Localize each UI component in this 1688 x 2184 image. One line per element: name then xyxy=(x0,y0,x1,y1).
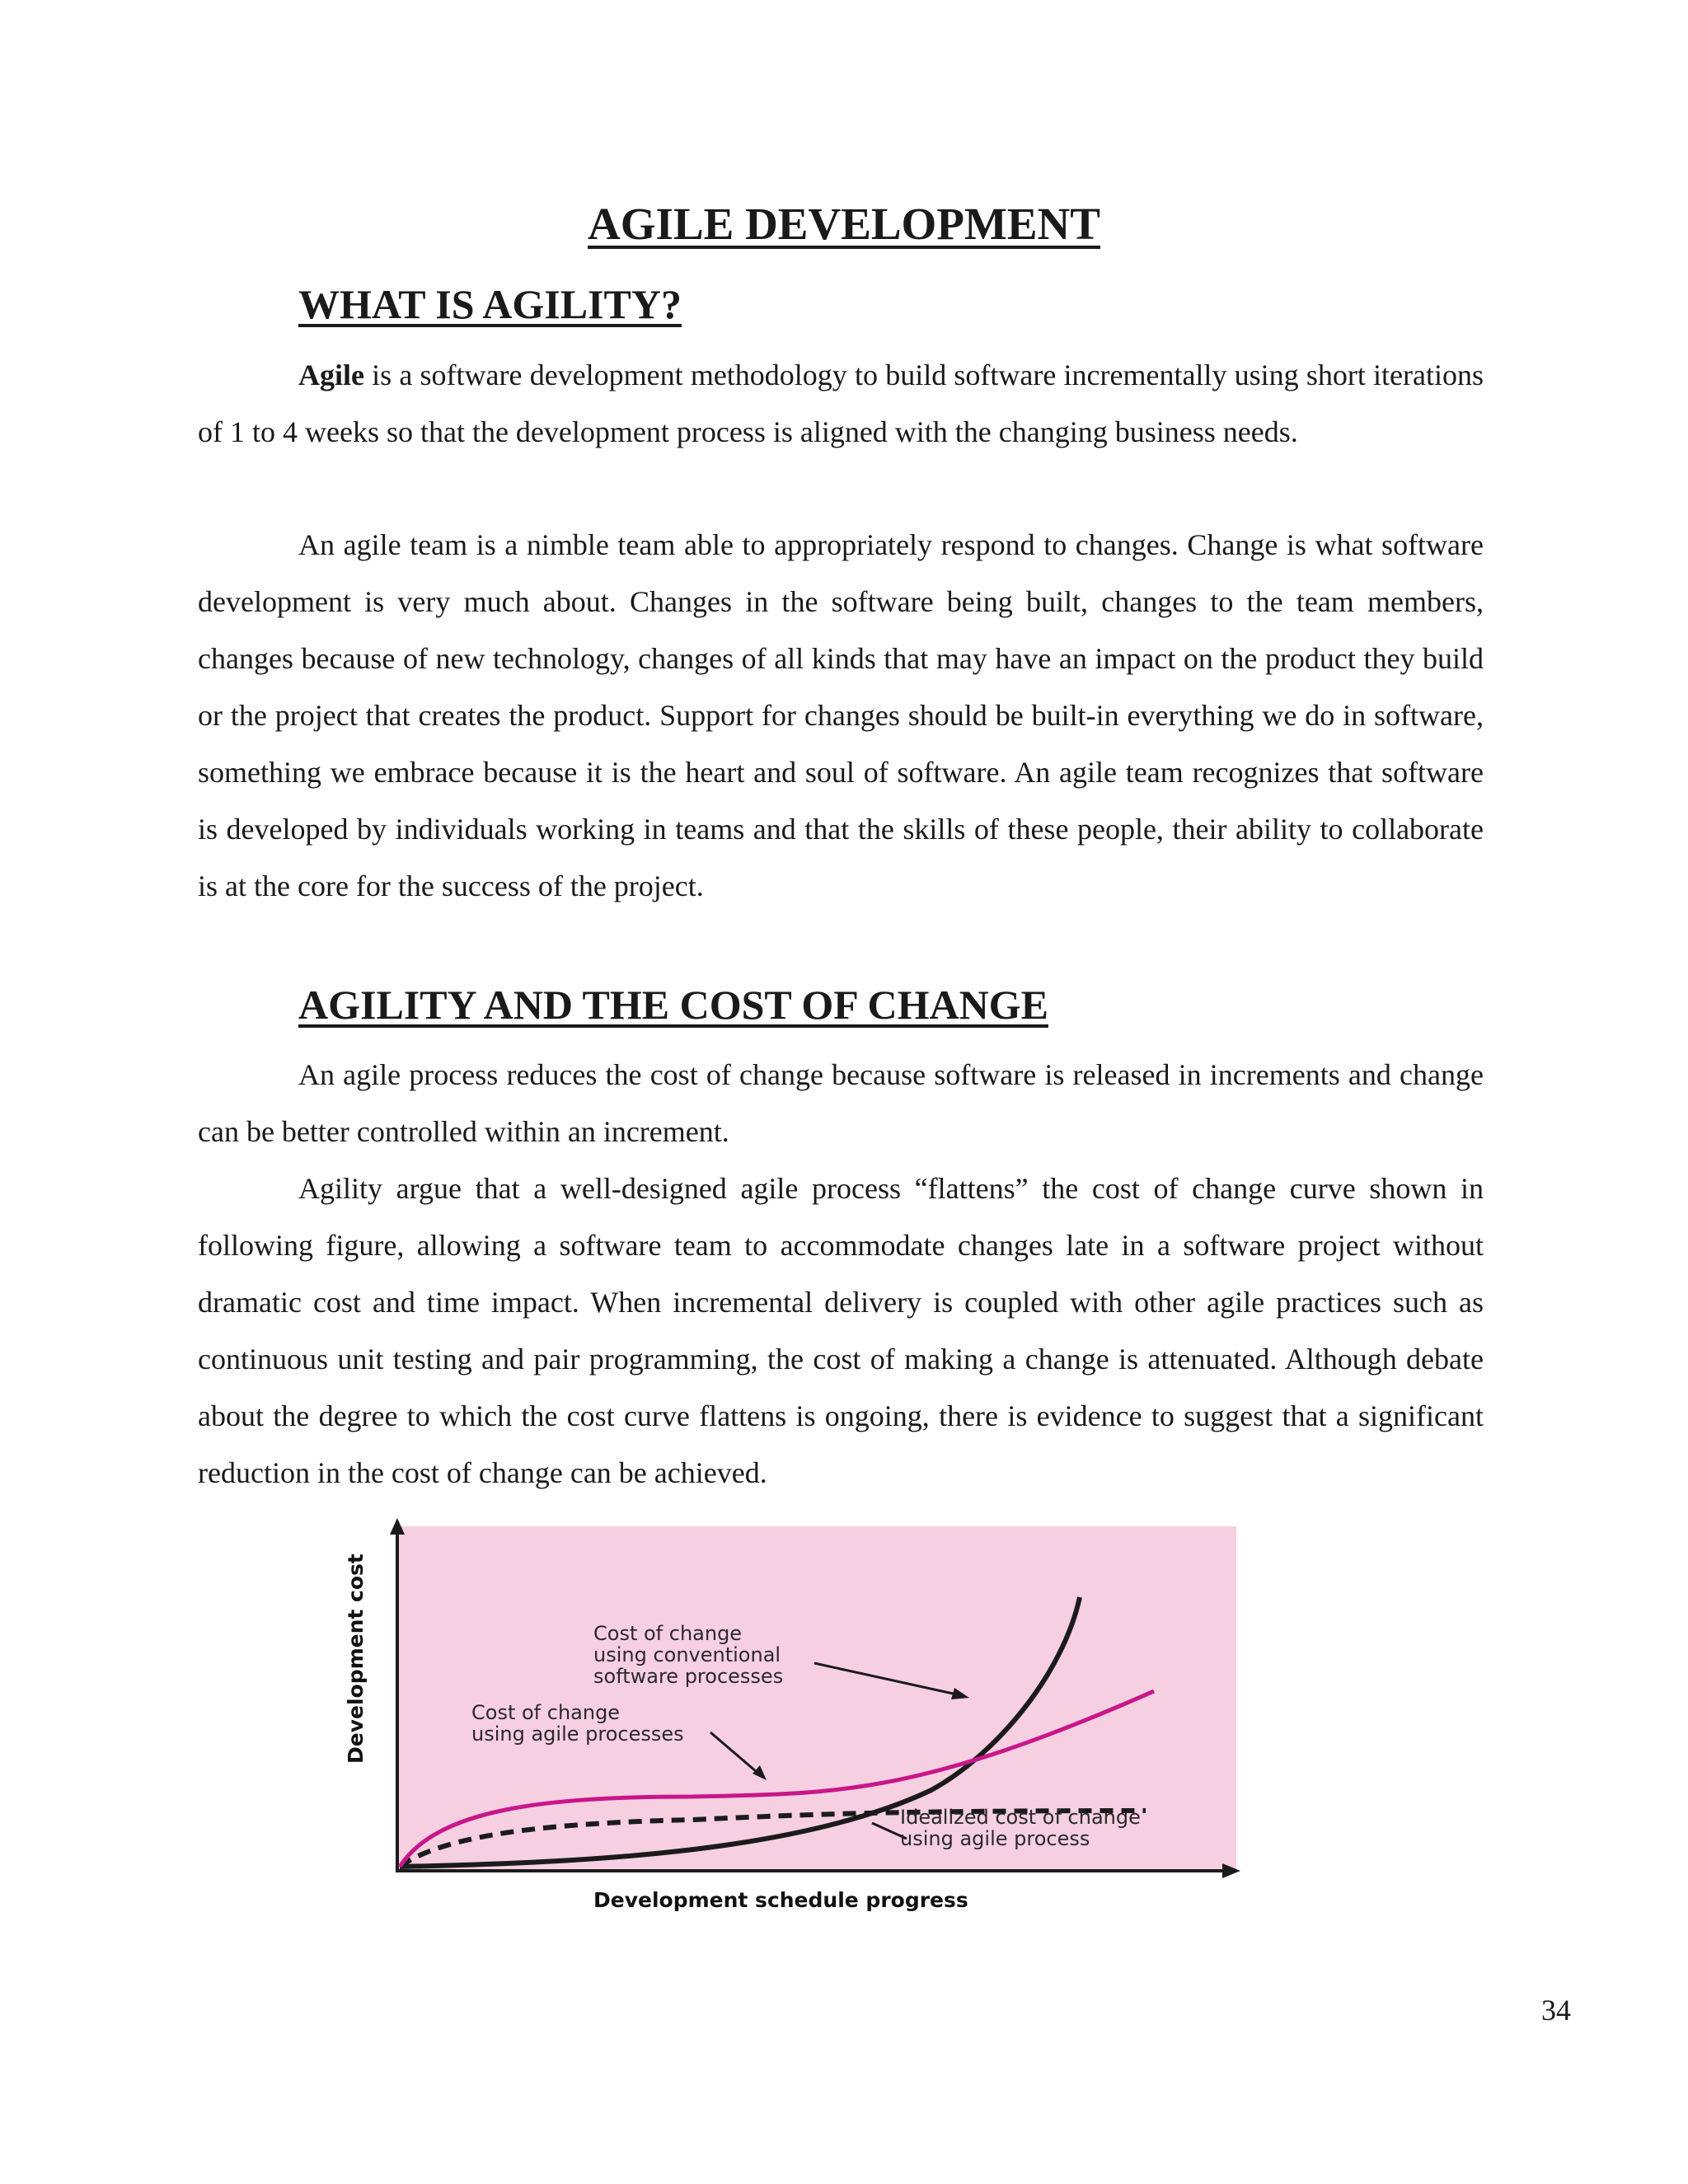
paragraph-agile-definition xyxy=(198,347,1484,461)
paragraph-flattens-curve: Agility argue that a well-designed agile process “flattens” the cost of change curve shown in following figure, allowing a software team to accommodate changes late in a software project without dramatic cost and time impact. When incremental delivery is coupled with other agile practices such as continuous unit testing and pair programming, the cost of making a change is attenuated. Although debate about the degree to which the cost curve flattens is ongoing, there is evidence to suggest that a significant reduction in the cost of change can be achieved. xyxy=(198,1172,1484,1489)
paragraph-cost-reduction: An agile process reduces the cost of change because software is released in increments and change can be better controlled within an increment. xyxy=(198,1058,1484,1148)
agile-label-line-2: using agile processes xyxy=(471,1722,684,1746)
idealized-label-line-2: using agile process xyxy=(900,1827,1090,1850)
section-heading-cost-of-change: AGILITY AND THE COST OF CHANGE xyxy=(298,982,1048,1028)
conventional-label-line-2: using conventional xyxy=(593,1643,781,1666)
y-axis-label: Development cost xyxy=(344,1554,368,1764)
section-heading-what-is-agility: WHAT IS AGILITY? xyxy=(298,281,682,327)
bold-term-agile: Agile xyxy=(298,359,364,391)
idealized-label-line-1: Idealized cost of change xyxy=(900,1806,1141,1829)
cost-of-change-figure xyxy=(338,1516,1245,1920)
x-axis-label: Development schedule progress xyxy=(593,1888,968,1912)
page-number: 34 xyxy=(1541,1994,1571,2027)
page-title: AGILE DEVELOPMENT xyxy=(588,199,1100,249)
cost-of-change-diagram xyxy=(338,1516,1245,1920)
paragraph-text: is a software development methodology to build software incrementally using short iterations of 1 to 4 weeks so that the development process is aligned with the changing business needs. xyxy=(198,359,1484,448)
conventional-label-line-1: Cost of change xyxy=(593,1622,743,1645)
agile-label-line-1: Cost of change xyxy=(471,1701,621,1724)
conventional-label-line-3: software processes xyxy=(593,1665,784,1688)
paragraph-agile-team: An agile team is a nimble team able to appropriately respond to changes. Change is what software development is very much about. Changes in the software being built, changes to the team members, changes because of new technology, changes of all kinds that may have an impact on the product they build or the project that creates the product. Support for changes should be built-in everything we do in software, something we embrace because it is the heart and soul of software. An agile team recognizes that software is developed by individuals working in teams and that the skills of these people, their ability to collaborate is at the core for the success of the project. xyxy=(198,528,1484,902)
